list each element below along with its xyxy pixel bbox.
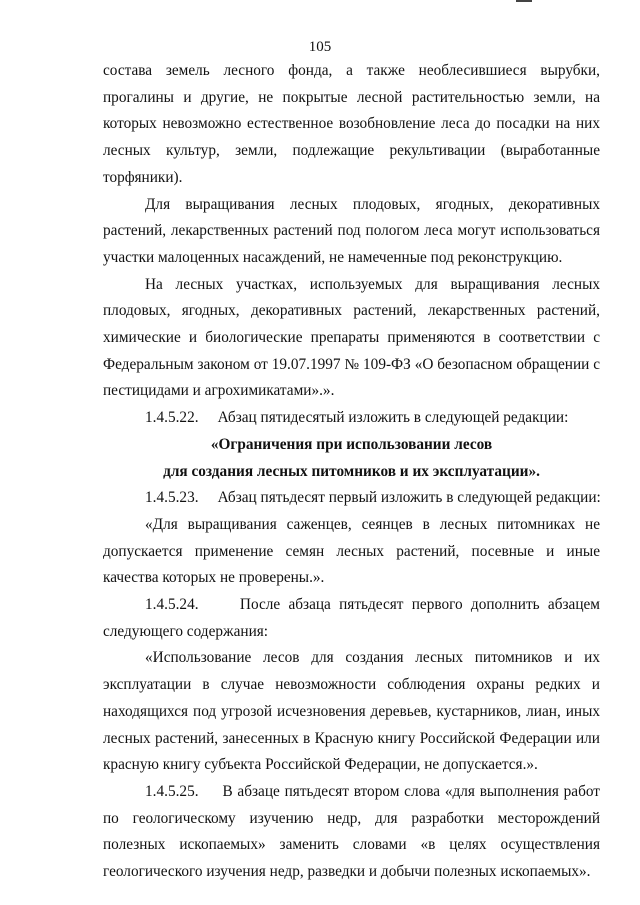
paragraph-fruit-plants: Для выращивания лесных плодовых, ягодных, декоративных растений, лекарственных растений под пологом леса могут использоваться участки малоценных насаждений, не намеченные под реконструкцию. [103, 195, 600, 266]
section-heading-line-1: «Ограничения при использовании лесов [210, 435, 493, 453]
paragraph-nursery-restrictions: «Использование лесов для создания лесных питомников и их эксплуатации в случае невозможности соблюдения охраны редких и находящихся под угрозой исчезновения деревьев, кустарников, лиан, иных лесных растений, занесенных в Красную книгу Российской Федерации или красную книгу субъекта Российской Федерации, не допускается.». [103, 649, 600, 774]
paragraph-seedlings: «Для выращивания саженцев, сеянцев в лесных питомниках не допускается применение семян лесных растений, посевные и иные качества которых не проверены.». [103, 515, 600, 587]
clause-1-4-5-23: 1.4.5.23. Абзац пятьдесят первый изложить в следующей редакции: [145, 489, 601, 507]
document-body [103, 58, 604, 886]
page-number: 105 [308, 39, 332, 55]
clause-1-4-5-24: 1.4.5.24. После абзаца пятьдесят первого дополнить абзацем следующего содержания: [103, 596, 604, 640]
paragraph-continuation: состава земель лесного фонда, а также необлесившиеся вырубки, прогалины и другие, не покрытые лесной растительностью земли, на которых невозможно естественное возобновление леса до посадки на них лесных культур, земли, подлежащие рекультивации (выработанные торфяники). [103, 62, 600, 186]
clause-1-4-5-22: 1.4.5.22. Абзац пятидесятый изложить в следующей редакции: [145, 409, 569, 427]
scan-mark [516, 0, 532, 2]
paragraph-chemicals: На лесных участках, используемых для выращивания лесных плодовых, ягодных, декоративных растений, лекарственных растений, химические и биологические препараты применяются в соответствии с Федеральным законом от 19.07.1997 № 109-ФЗ «О безопасном обращении с пестицидами и агрохимикатами».». [103, 275, 600, 400]
section-heading-line-2: для создания лесных питомников и их эксплуатации». [163, 462, 540, 480]
clause-1-4-5-25: 1.4.5.25. В абзаце пятьдесят втором слова «для выполнения работ по геологическому изучению недр, для разработки месторождений полезных ископаемых» заменить словами «в целях осуществления геологического изучения недр, разведки и добычи полезных ископаемых». [103, 782, 604, 881]
